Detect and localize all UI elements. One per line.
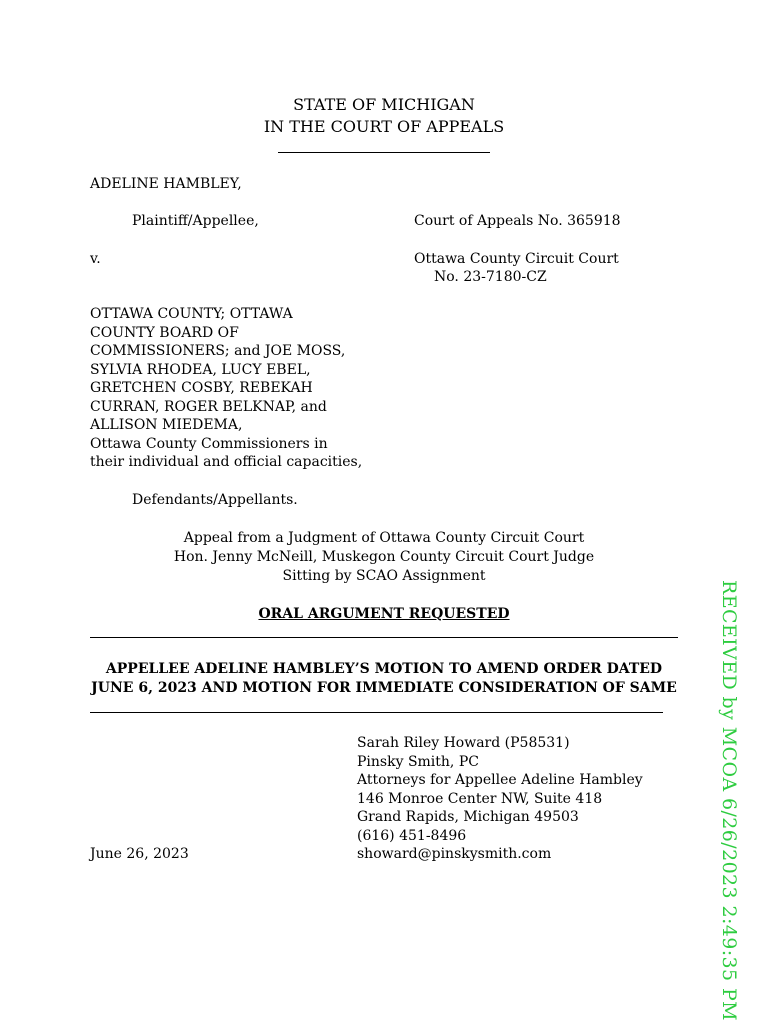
email: showard@pinskysmith.com xyxy=(357,846,552,862)
state-heading: STATE OF MICHIGAN xyxy=(293,95,475,114)
defendant-line: their individual and official capacities, xyxy=(90,454,363,470)
defendants-role: Defendants/Appellants. xyxy=(132,492,298,508)
judge-line: Hon. Jenny McNeill, Muskegon County Circuit Court Judge xyxy=(173,549,595,565)
defendant-line: ALLISON MIEDEMA, xyxy=(90,417,243,433)
defendant-line: CURRAN, ROGER BELKNAP, and xyxy=(90,398,327,415)
phone: (616) 451-8496 xyxy=(357,827,467,844)
attorney-role: Attorneys for Appellee Adeline Hambley xyxy=(357,772,643,788)
law-firm: Pinsky Smith, PC xyxy=(357,753,479,770)
received-stamp: RECEIVED by MCOA 6/26/2023 2:49:35 PM xyxy=(718,580,740,1022)
circuit-court-name: Ottawa County Circuit Court xyxy=(414,251,619,267)
defendant-line: SYLVIA RHODEA, LUCY EBEL, xyxy=(90,361,311,378)
motion-title-line-2: JUNE 6, 2023 AND MOTION FOR IMMEDIATE CONSIDERATION OF SAME xyxy=(91,680,677,696)
defendant-line: OTTAWA COUNTY; OTTAWA xyxy=(90,306,293,322)
defendant-line: COUNTY BOARD OF xyxy=(90,324,239,341)
oral-argument-requested: ORAL ARGUMENT REQUESTED xyxy=(258,606,510,622)
defendant-line: COMMISSIONERS; and JOE MOSS, xyxy=(90,343,346,359)
defendant-line: Ottawa County Commissioners in xyxy=(90,435,328,452)
address-city: Grand Rapids, Michigan 49503 xyxy=(357,809,579,825)
motion-title-line-1: APPELLEE ADELINE HAMBLEY’S MOTION TO AMEND ORDER DATED xyxy=(105,661,663,677)
defendant-line: GRETCHEN COSBY, REBEKAH xyxy=(90,380,313,396)
attorney-block xyxy=(357,734,643,864)
plaintiff-name: ADELINE HAMBLEY, xyxy=(90,176,242,192)
title-top-divider xyxy=(90,637,678,638)
caption-divider xyxy=(278,152,490,153)
assignment-line: Sitting by SCAO Assignment xyxy=(282,568,486,584)
appeal-from-line: Appeal from a Judgment of Ottawa County Circuit Court xyxy=(183,530,585,546)
plaintiff-role: Plaintiff/Appellee, xyxy=(132,213,259,229)
versus: v. xyxy=(90,251,101,267)
filing-date: June 26, 2023 xyxy=(90,846,189,862)
court-heading: IN THE COURT OF APPEALS xyxy=(263,117,505,136)
attorney-name: Sarah Riley Howard (P58531) xyxy=(357,735,570,751)
appeals-case-number: Court of Appeals No. 365918 xyxy=(414,213,621,229)
title-bottom-divider xyxy=(90,712,663,713)
defendants-block xyxy=(90,305,362,472)
circuit-case-number: No. 23-7180-CZ xyxy=(434,269,547,285)
address-street: 146 Monroe Center NW, Suite 418 xyxy=(357,790,603,807)
